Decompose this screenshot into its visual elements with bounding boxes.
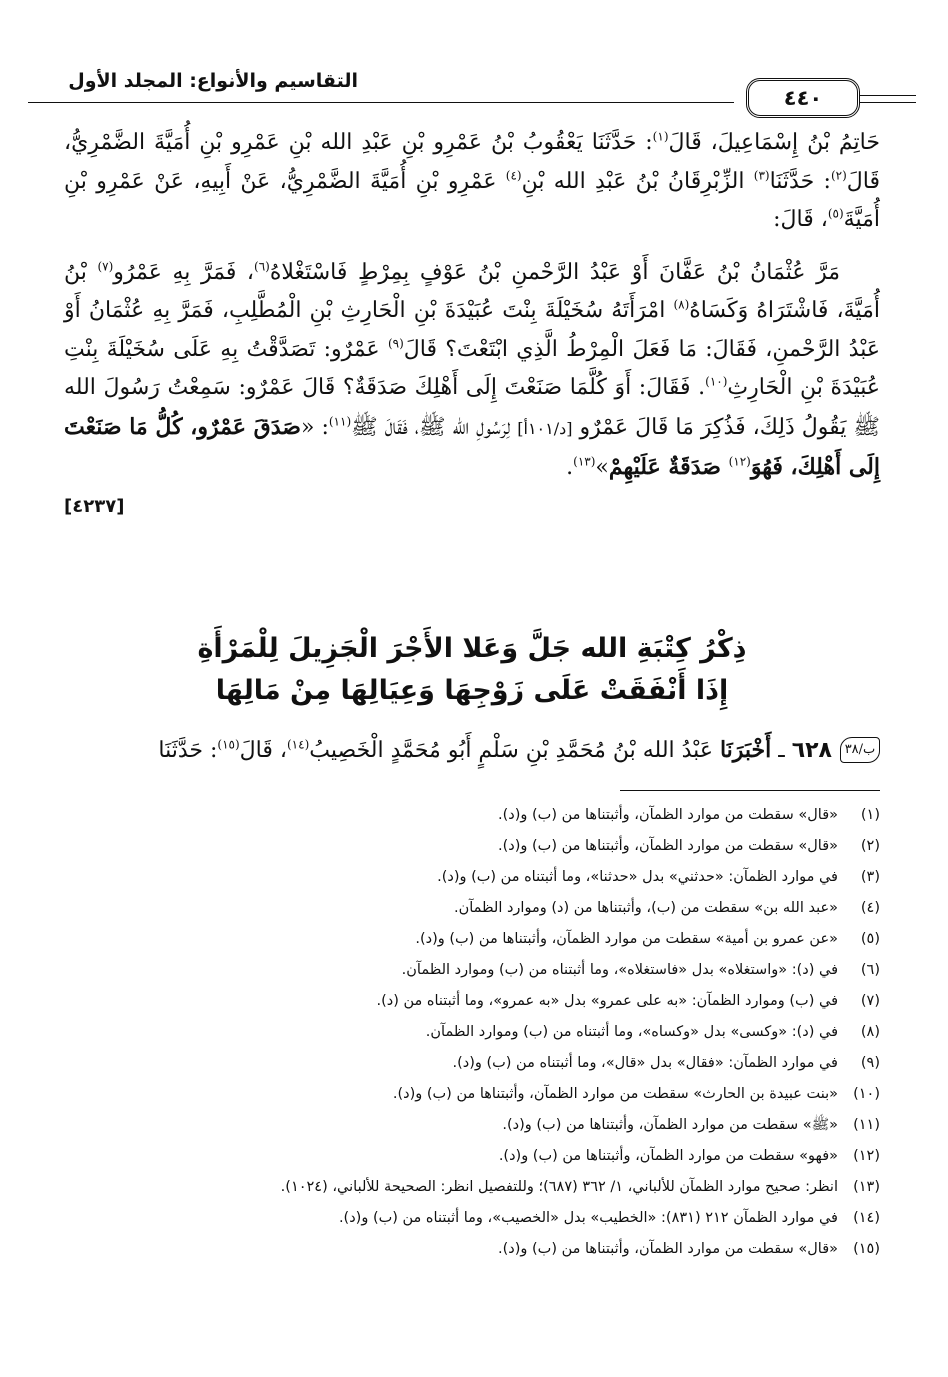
footnote: (٣) في موارد الظمآن: «حدثني» بدل «حدثنا»، وما أثبتناه من (ب) و(د). [437, 869, 880, 885]
footnote: (٥) «عن عمرو بن أمية» سقطت من موارد الظمآن، وأثبتناها من (ب) و(د). [415, 931, 880, 947]
header-rule [28, 102, 734, 103]
footnote: (١٥) «قال» سقطت من موارد الظمآن، وأثبتناها من (ب) و(د). [498, 1241, 880, 1257]
header-rule-short [860, 95, 916, 103]
isnad-paragraph: حَاتِمُ بْنُ إِسْمَاعِيلَ، قَالَ$^{(١)}$: حَدَّثَنَا يَعْقُوبُ بْنُ عَمْرِو بْنِ عَبْدِ الله بْنِ عَمْرِو بْنِ أُمَيَّةَ الضَّمْرِيُّ، قَالَ$^{(٢)}$: حَدَّثَنَا$^{(٣)}$ الزِّبْرِقَانُ بْنُ عَبْدِ الله بْنِ$^{(٤)}$ عَمْرِو بْنِ أُمَيَّةَ الضَّمْرِيُّ، عَنْ أَبِيهِ، عَنْ عَمْرِو بْنِ أُمَيَّةَ$^{(٥)}$، قَالَ: [64, 129, 880, 232]
footnotes [40, 800, 880, 1265]
manuscript-marker-icon: ب/٣٨ [840, 737, 880, 763]
footnote: (٧) في (ب) وموارد الظمآن: «به على عمرو» بدل «به عمرو»، وما أثبتناه من (د). [376, 993, 880, 1009]
footnote: (٨) في (د): «وكسى» بدل «وكساه»، وما أثبتناه من (ب) وموارد الظمآن. [425, 1024, 880, 1040]
footnote: (١٢) «فهو» سقطت من موارد الظمآن، وأثبتناها من (ب) و(د). [498, 1148, 880, 1164]
narration-line: ب/٣٨ ٦٢٨ ـ أَخْبَرَنَا عَبْدُ الله بْنُ مُحَمَّدِ بْنِ سَلْمٍ أَبُو مُحَمَّدٍ الْخَصِيبُ$^{(١٤)}$، قَالَ$^{(١٥)}$: حَدَّثَنَا [64, 730, 880, 770]
footnote: (٤) «عبد الله بن» سقطت من (ب)، وأثبتناها من (د) وموارد الظمآن. [453, 900, 880, 916]
main-text [64, 124, 880, 522]
matn-paragraph: مَرَّ عُثْمَانُ بْنُ عَفَّانَ أَوْ عَبْدُ الرَّحْمنِ بْنُ عَوْفٍ بِمِرْطٍ فَاسْتَغْلاهُ$^{(٦)}$، فَمَرَّ بِهِ عَمْرُو$^{(٧)}$ بْنُ أُمَيَّةَ، فَاشْتَرَاهُ وَكَسَاهُ$^{(٨)}$ امْرَأَتَهُ سُخَيْلَةَ بِنْتَ عُبَيْدَةَ بْنِ الْحَارِثِ بْنِ الْمُطَّلِبِ، فَمَرَّ بِهِ عُثْمَانُ أَوْ عَبْدُ الرَّحْمنِ، فَقَالَ: مَا فَعَلَ الْمِرْطُ الَّذِي ابْتَعْتَ؟ قَالَ$^{(٩)}$ عَمْرٌو: تَصَدَّقْتُ بِهِ عَلَى سُخَيْلَةَ بِنْتِ عُبَيْدَةَ بْنِ الْحَارِثِ$^{(١٠)}$. فَقَالَ: أَوَ كُلَّمَا صَنَعْتَ إِلَى أَهْلِكَ صَدَقَةٌ؟ قَالَ عَمْرٌو: سَمِعْتُ رَسُولَ الله ﷺ يَقُولُ ذَلِكَ، فَذُكِرَ مَا قَالَ عَمْرٌو [د/١٠١أ] لِرَسُولِ الله ﷺ، فَقَالَ ﷺ$^{(١١)}$: «صَدَقَ عَمْرٌو، كُلُّ مَا صَنَعْتَ إِلَى أَهْلِكَ، فَهُوَ$^{(١٢)}$ صَدَقَةٌ عَلَيْهِمْ»$^{(١٣)}$. [64, 259, 880, 480]
hadith-number: [٤٢٣٧] [64, 495, 125, 517]
page-number: ٤٤٠ [746, 78, 860, 118]
manuscript-ref: [د/١٠١أ] [517, 418, 573, 438]
footnote: (١١) «ﷺ» سقطت من موارد الظمآن، وأثبتناها من (ب) و(د). [502, 1117, 880, 1133]
section-heading [64, 628, 880, 712]
heading-line-2: إِذَا أَنْفَقَتْ عَلَى زَوْجِهَا وَعِيَالِهَا مِنْ مَالِهَا [215, 675, 729, 706]
heading-line-1: ذِكْرُ كِتْبَةِ الله جَلَّ وَعَلا الأَجْرَ الْجَزِيلَ لِلْمَرْأَةِ [197, 633, 747, 664]
footnote: (١٠) «بنت عبيدة بن الحارث» سقطت من موارد الظمآن، وأثبتناها من (ب) و(د). [392, 1086, 880, 1102]
footnote: (٦) في (د): «واستغلاه» بدل «فاستغلاه»، وما أثبتناه من (ب) وموارد الظمآن. [401, 962, 880, 978]
footnote: (١٤) في موارد الظمآن ٢١٢ (٨٣١): «الخطيب» بدل «الخصيب»، وما أثبتناه من (ب) و(د). [338, 1210, 880, 1226]
running-title: التقاسيم والأنواع: المجلد الأول [68, 70, 358, 92]
footnote: (٩) في موارد الظمآن: «فقال» بدل «قال»، وما أثبتناه من (ب) و(د). [452, 1055, 880, 1071]
footnote: (١٣) انظر: صحيح موارد الظمآن للألباني، ١/ ٣٦٢ (٦٨٧)؛ وللتفصيل انظر: الصحيحة للألباني، (١٠٢٤). [280, 1179, 880, 1195]
footnote-separator [620, 790, 880, 791]
footnote: (٢) «قال» سقطت من موارد الظمآن، وأثبتناها من (ب) و(د). [498, 838, 880, 854]
footnote: (١) «قال» سقطت من موارد الظمآن، وأثبتناها من (ب) و(د). [498, 807, 880, 823]
page-header [28, 64, 916, 116]
narration-number: ٦٢٨ [791, 737, 832, 763]
